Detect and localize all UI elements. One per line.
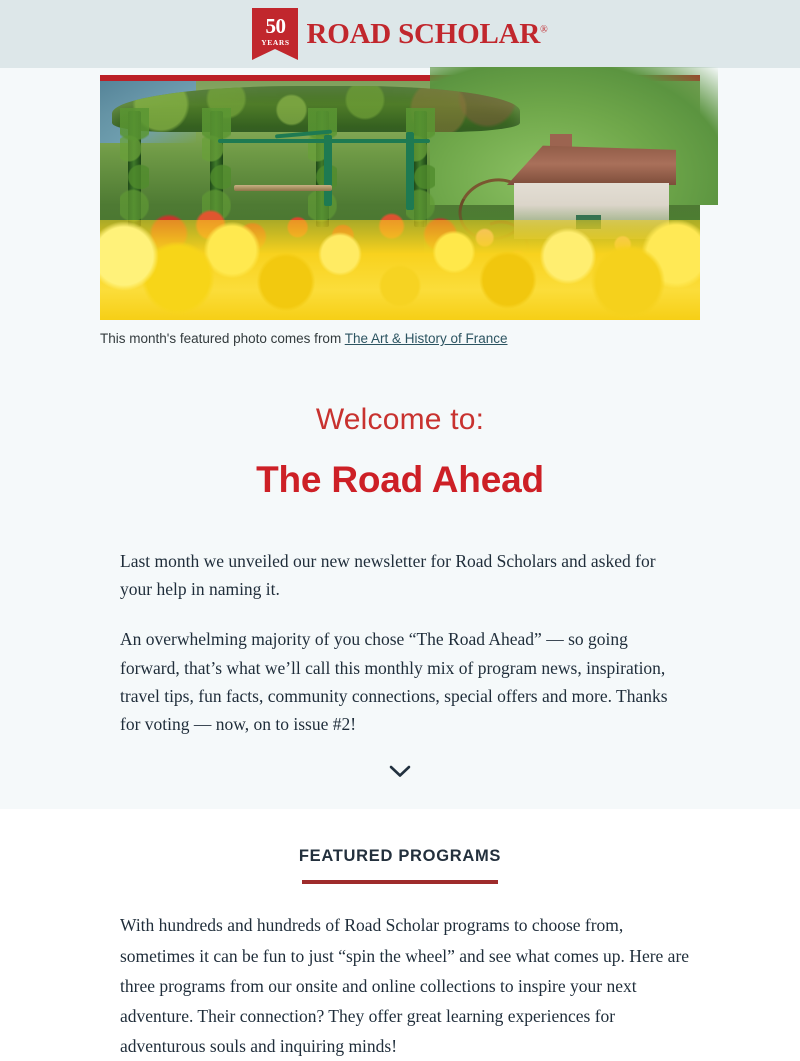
cottage-roof xyxy=(496,143,676,185)
hero-caption-link[interactable]: The Art & History of France xyxy=(344,331,508,346)
yellow-flower-bed xyxy=(100,220,700,320)
registered-trademark-icon: ® xyxy=(540,23,548,35)
featured-programs-section xyxy=(0,809,800,1061)
brand-wordmark-text: ROAD SCHOLAR xyxy=(306,17,541,50)
section-title-underline xyxy=(302,880,498,884)
hero-caption-prefix: This month's featured photo comes from xyxy=(100,331,345,346)
section-title: FEATURED PROGRAMS xyxy=(298,846,502,865)
garden-bench xyxy=(234,185,332,191)
hero-image[interactable] xyxy=(100,81,700,320)
intro-section xyxy=(0,68,800,809)
scroll-down-divider[interactable] xyxy=(100,757,700,787)
intro-copy xyxy=(110,547,690,739)
hero-image-block xyxy=(100,68,700,320)
brand-wordmark xyxy=(306,17,548,50)
anniversary-ribbon-icon xyxy=(252,8,298,60)
welcome-eyebrow: Welcome to: xyxy=(315,403,485,437)
pergola-crossbeam xyxy=(406,132,414,210)
page-title: The Road Ahead xyxy=(256,459,544,501)
pergola-crossbeam xyxy=(324,135,331,206)
anniversary-number: 50 xyxy=(265,13,286,38)
intro-paragraph: Last month we unveiled our new newsletter for Road Scholars and asked for your help in naming it. xyxy=(120,550,656,599)
featured-programs-header xyxy=(100,847,700,885)
featured-paragraph: With hundreds and hundreds of Road Scholar programs to choose from, sometimes it can be fun to just “spin the wheel” and see what comes up. Here are three programs from our onsite and online collections to inspire your next adventure. Their connection? They offer great learning experiences for adventurous souls and inquiring minds! xyxy=(120,915,690,1056)
pergola-post xyxy=(128,111,141,228)
page-header xyxy=(0,0,800,68)
intro-paragraph: An overwhelming majority of you chose “The Road Ahead” — so going forward, that’s what we’ll call this monthly mix of program news, inspiration, travel tips, fun facts, community connections, special offers and more. Thanks for voting — now, on to issue #2! xyxy=(120,629,668,735)
chevron-down-icon[interactable] xyxy=(389,765,411,778)
road-scholar-logo[interactable] xyxy=(252,8,547,60)
anniversary-label: YEARS xyxy=(261,37,290,47)
featured-programs-copy xyxy=(110,910,690,1060)
welcome-heading-block xyxy=(100,348,700,502)
hero-caption xyxy=(100,330,700,348)
